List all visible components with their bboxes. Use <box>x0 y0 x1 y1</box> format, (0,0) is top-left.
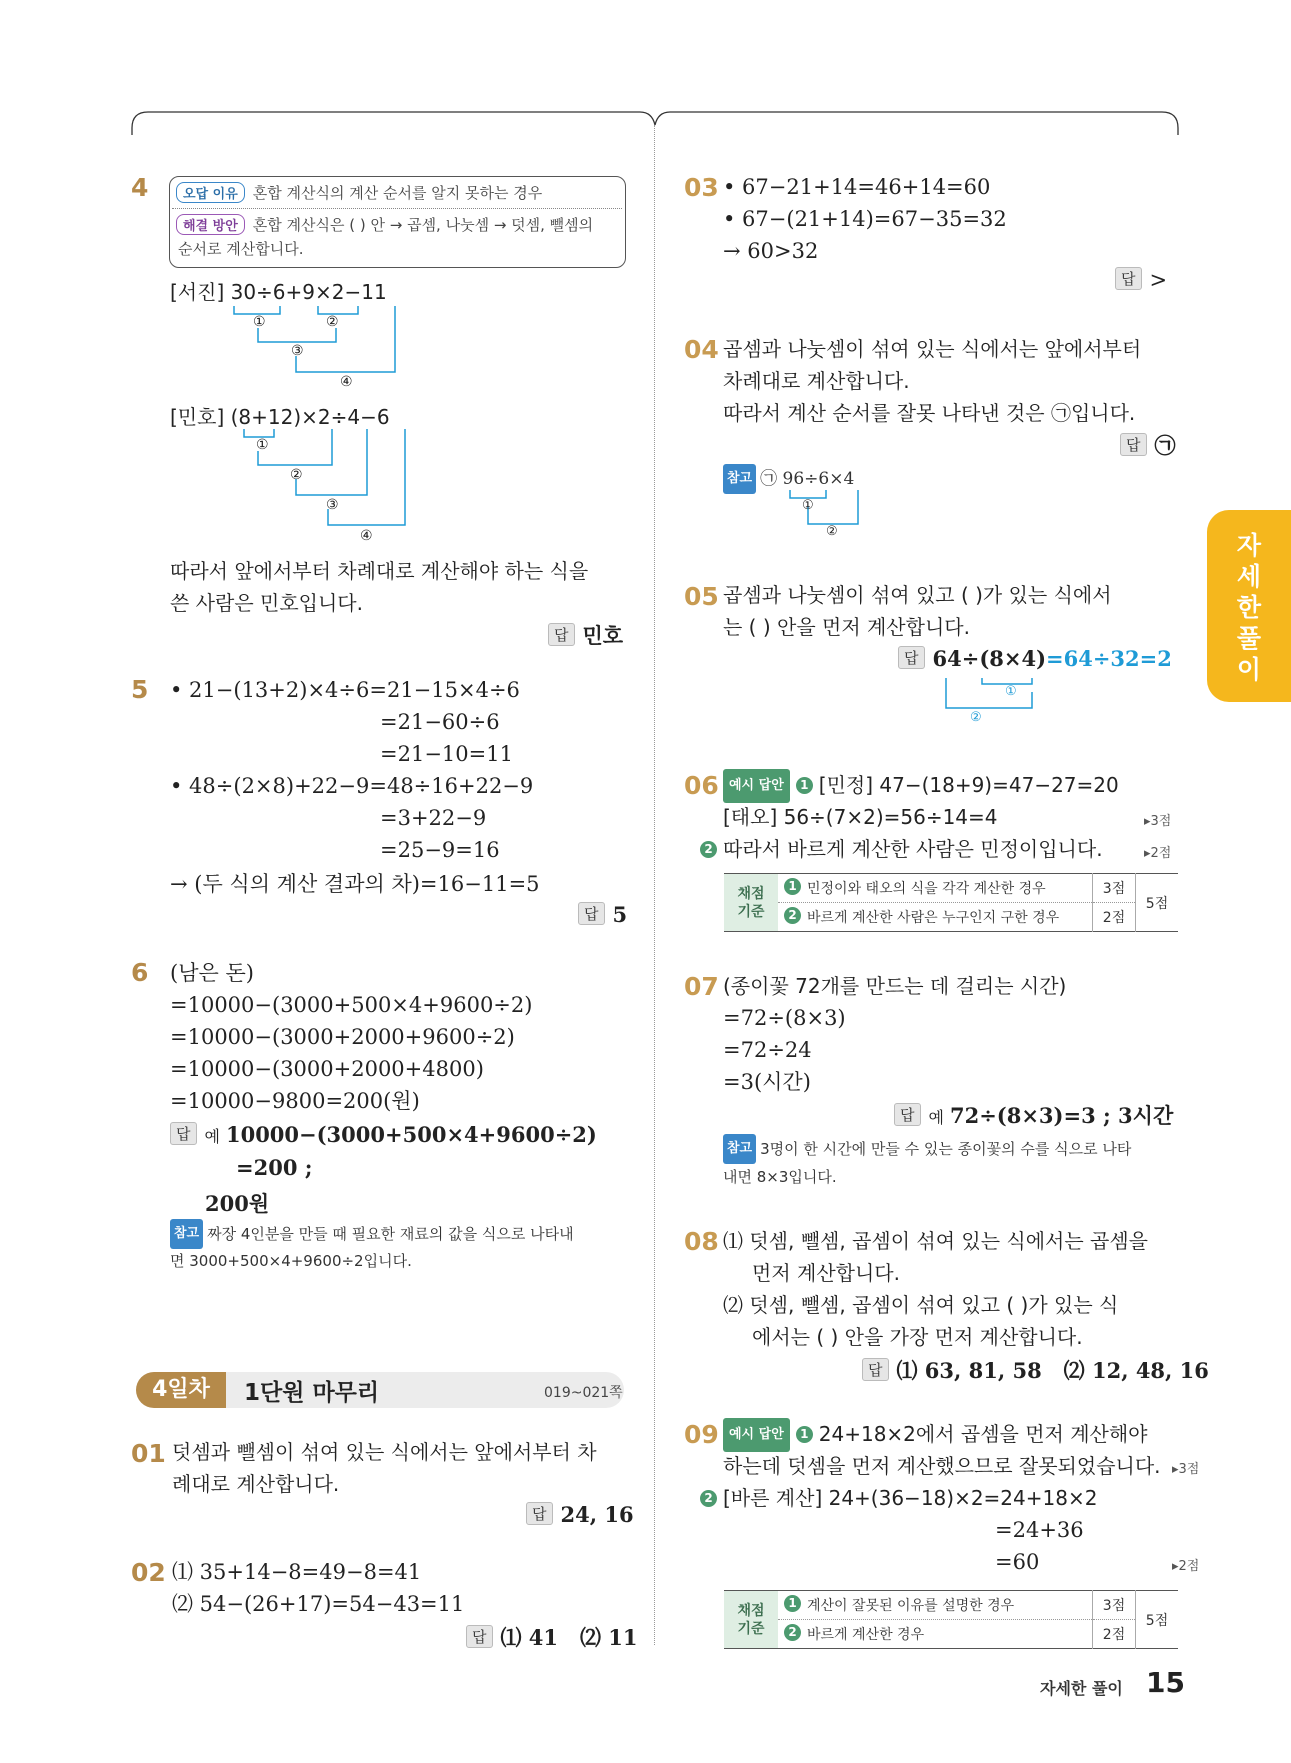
points-label: ▸2점 <box>1172 1559 1200 1574</box>
error-reason-text: 혼합 계산식의 계산 순서를 알지 못하는 경우 <box>252 184 543 202</box>
criteria-score: 2점 <box>1093 1620 1136 1649</box>
criteria-row: 2 바르게 계산한 사람은 누구인지 구한 경우 <box>778 903 1093 932</box>
answer-value: ⑴ 41 ⑵ 11 <box>500 1625 638 1650</box>
q07-line: (종이꽃 72개를 만드는 데 걸리는 시간) <box>723 974 1067 998</box>
q04-reference: 참고 ㉠ 96÷6×4 <box>723 464 854 494</box>
q09-line: =60 <box>995 1550 1040 1574</box>
q05-order-diagram <box>940 676 1060 716</box>
q08-answer <box>862 1355 1209 1385</box>
q6-answer <box>170 1122 597 1147</box>
q01-text: 례대로 계산합니다. <box>172 1472 340 1496</box>
criteria-row: 1 민정이와 태오의 식을 각각 계산한 경우 <box>778 874 1093 903</box>
total-score: 5점 <box>1136 1591 1179 1649</box>
q05-text: 는 ( ) 안을 먼저 계산합니다. <box>723 615 970 639</box>
page-number: 15 <box>1146 1666 1185 1699</box>
q03-line: • 67−21+14=46+14=60 <box>723 175 991 199</box>
minho-expression: [민호] (8+12)×2÷4−6 <box>170 405 390 429</box>
step-marker: ① <box>1005 684 1017 699</box>
q07-reference: 참고 3명이 한 시간에 만들 수 있는 종이꽃의 수를 식으로 나타 <box>723 1134 1131 1164</box>
error-divider <box>172 208 622 209</box>
step-circle: 2 <box>700 841 717 858</box>
criteria-row: 1 계산이 잘못된 이유를 설명한 경우 <box>778 1591 1093 1620</box>
question-number: 06 <box>684 771 719 800</box>
q6-answer-unit: 200원 <box>205 1191 270 1216</box>
q09-line: 예시 답안 1 24+18×2에서 곱셈을 먼저 계산해야 <box>723 1418 1148 1452</box>
q5-line: =3+22−9 <box>380 806 487 830</box>
q06-line: [태오] 56÷(7×2)=56÷14=4 <box>723 805 998 829</box>
q05-answer <box>898 646 1172 671</box>
answer-value: 10000−(3000+500×4+9600÷2) <box>225 1122 597 1147</box>
q6-line: =10000−(3000+500×4+9600÷2) <box>170 993 533 1017</box>
scoring-label: 채점 기준 <box>724 1591 778 1649</box>
step-circle: 2 <box>700 1490 717 1507</box>
criteria-score: 2점 <box>1093 903 1136 932</box>
q6-line: =10000−(3000+2000+4800) <box>170 1057 484 1081</box>
question-number: 07 <box>684 972 719 1001</box>
question-number: 4 <box>131 173 149 202</box>
answer-tag: 답 <box>1120 433 1147 456</box>
question-number: 01 <box>131 1439 166 1468</box>
q6-line: =10000−(3000+2000+9600÷2) <box>170 1025 515 1049</box>
step-marker: ④ <box>360 528 373 544</box>
answer-tag: 답 <box>548 623 575 646</box>
answer-value: 5 <box>612 902 628 927</box>
answer-tag: 답 <box>898 646 925 669</box>
answer-value: 민호 <box>582 624 624 648</box>
q08-line: 에서는 ( ) 안을 가장 먼저 계산합니다. <box>752 1325 1083 1349</box>
scoring-label: 채점 기준 <box>724 874 778 932</box>
question-number: 04 <box>684 335 719 364</box>
solution-text: 혼합 계산식은 ( ) 안 → 곱셈, 나눗셈 → 덧셈, 뺄셈의 <box>252 216 594 234</box>
q09-line: =24+36 <box>995 1518 1084 1542</box>
step-marker: ① <box>253 314 266 330</box>
answer-tag: 답 <box>1115 267 1142 290</box>
q04-answer <box>1120 430 1176 460</box>
points-label: ▸3점 <box>1172 1462 1200 1477</box>
error-reason-row <box>176 182 542 203</box>
q01-answer <box>526 1502 634 1527</box>
q02-line: ⑵ 54−(26+17)=54−43=11 <box>172 1592 465 1616</box>
reference-badge: 참고 <box>170 1219 203 1249</box>
seojin-expression: [서진] 30÷6+9×2−11 <box>170 280 387 304</box>
step-marker: ② <box>326 314 339 330</box>
criteria-score: 3점 <box>1093 874 1136 903</box>
seojin-order-diagram <box>220 300 420 400</box>
q4-explanation: 쓴 사람은 민호입니다. <box>170 591 363 615</box>
q5-line: =25−9=16 <box>380 838 500 862</box>
footer-label: 자세한 풀이 <box>1040 1679 1123 1698</box>
solution-row <box>176 214 593 235</box>
scoring-table <box>724 1590 1178 1649</box>
q03-line: • 67−(21+14)=67−35=32 <box>723 207 1007 231</box>
answer-tag: 답 <box>862 1358 889 1381</box>
q02-answer <box>466 1622 638 1652</box>
step-marker: ① <box>256 437 269 453</box>
q08-line: 먼저 계산합니다. <box>752 1261 900 1285</box>
q4-answer <box>548 620 623 650</box>
step-circle: 1 <box>784 878 801 895</box>
q07-line: =72÷(8×3) <box>723 1006 846 1030</box>
error-reason-badge: 오답 이유 <box>176 182 245 203</box>
answer-value: 24, 16 <box>560 1502 634 1527</box>
criteria-score: 3점 <box>1093 1591 1136 1620</box>
step-marker: ③ <box>326 497 339 513</box>
q6-answer-cont: =200 ; <box>236 1155 313 1180</box>
answer-tag: 답 <box>526 1502 553 1525</box>
q07-reference-cont: 내면 8×3입니다. <box>723 1168 837 1186</box>
step-marker: ② <box>970 710 982 725</box>
day-label: 4일차 <box>136 1372 226 1408</box>
q07-answer <box>894 1100 1173 1130</box>
q07-line: =72÷24 <box>723 1038 812 1062</box>
q6-line: (남은 돈) <box>170 961 254 985</box>
q6-reference-cont: 면 3000+500×4+9600÷2입니다. <box>170 1252 412 1270</box>
question-number: 03 <box>684 173 719 202</box>
q09-line: 하는데 덧셈을 먼저 계산했으므로 잘못되었습니다. <box>723 1454 1161 1478</box>
question-number: 5 <box>131 675 149 704</box>
q5-line: → (두 식의 계산 결과의 차)=16−11=5 <box>170 872 540 896</box>
answer-tag: 답 <box>170 1122 197 1145</box>
question-number: 02 <box>131 1558 166 1587</box>
q01-text: 덧셈과 뺄셈이 섞여 있는 식에서는 앞에서부터 차 <box>172 1440 597 1464</box>
question-number: 09 <box>684 1420 719 1449</box>
answer-value: 72÷(8×3)=3 ; 3시간 <box>949 1103 1174 1128</box>
example-answer-badge: 예시 답안 <box>723 769 790 803</box>
total-score: 5점 <box>1136 874 1179 932</box>
points-label: ▸3점 <box>1144 814 1172 829</box>
answer-tag: 답 <box>466 1625 493 1648</box>
reference-badge: 참고 <box>723 1134 756 1164</box>
q04-text: 차례대로 계산합니다. <box>723 369 910 393</box>
answer-value: ㉠ <box>1154 433 1176 458</box>
step-marker: ② <box>290 467 303 483</box>
step-circle: 1 <box>796 1426 813 1443</box>
step-circle: 2 <box>784 1624 801 1641</box>
solution-text-2: 순서로 계산합니다. <box>178 240 304 258</box>
answer-value: > <box>1149 268 1168 292</box>
step-marker: ③ <box>291 343 304 359</box>
answer-tag: 답 <box>894 1103 921 1126</box>
question-number: 6 <box>131 958 149 987</box>
q04-text: 따라서 계산 순서를 잘못 나타낸 것은 ㉠입니다. <box>723 401 1136 425</box>
q5-line: =21−60÷6 <box>380 710 500 734</box>
step-circle: 1 <box>784 1595 801 1612</box>
side-tab: 자 세 한 풀 이 <box>1207 510 1291 702</box>
q5-line: • 48÷(2×8)+22−9=48÷16+22−9 <box>170 774 534 798</box>
q5-line: =21−10=11 <box>380 742 513 766</box>
question-number: 08 <box>684 1227 719 1256</box>
scoring-table <box>724 873 1178 932</box>
answer-value: 64÷(8×4) <box>932 646 1047 671</box>
example-answer-badge: 예시 답안 <box>723 1418 790 1452</box>
example-mark: 예 <box>928 1108 944 1127</box>
q6-line: =10000−9800=200(원) <box>170 1089 420 1113</box>
answer-value-highlight: =64÷32=2 <box>1046 646 1172 671</box>
q04-text: 곱셈과 나눗셈이 섞여 있는 식에서는 앞에서부터 <box>723 337 1142 361</box>
page-top-frame <box>0 0 1291 140</box>
q03-line: → 60>32 <box>723 239 819 263</box>
criteria-row: 2 바르게 계산한 경우 <box>778 1620 1093 1649</box>
q5-answer <box>578 902 627 927</box>
q6-reference: 참고 짜장 4인분을 만들 때 필요한 재료의 값을 식으로 나타내 <box>170 1219 574 1249</box>
q06-line: 예시 답안 1 [민정] 47−(18+9)=47−27=20 <box>723 769 1119 803</box>
step-circle: 1 <box>796 777 813 794</box>
points-label: ▸2점 <box>1144 846 1172 861</box>
column-divider <box>654 125 655 1645</box>
step-marker: ① <box>802 498 814 513</box>
q03-answer <box>1115 267 1167 292</box>
step-marker: ② <box>826 524 838 539</box>
q09-line: 2 [바른 계산] 24+(36−18)×2=24+18×2 <box>700 1482 1097 1514</box>
example-mark: 예 <box>204 1127 220 1146</box>
answer-value: ⑴ 63, 81, 58 ⑵ 12, 48, 16 <box>896 1358 1209 1383</box>
q06-line: 2 따라서 바르게 계산한 사람은 민정이입니다. <box>700 833 1103 865</box>
section-pages: 019~021쪽 <box>544 1385 623 1401</box>
question-number: 05 <box>684 582 719 611</box>
answer-tag: 답 <box>578 902 605 925</box>
q05-text: 곱셈과 나눗셈이 섞여 있고 ( )가 있는 식에서 <box>723 583 1112 607</box>
q08-line: ⑵ 덧셈, 뺄셈, 곱셈이 섞여 있고 ( )가 있는 식 <box>723 1293 1119 1317</box>
q08-line: ⑴ 덧셈, 뺄셈, 곱셈이 섞여 있는 식에서는 곱셈을 <box>723 1229 1148 1253</box>
q4-explanation: 따라서 앞에서부터 차례대로 계산해야 하는 식을 <box>170 559 589 583</box>
q5-line: • 21−(13+2)×4÷6=21−15×4÷6 <box>170 678 520 702</box>
section-title: 1단원 마무리 <box>244 1380 380 1406</box>
q07-line: =3(시간) <box>723 1070 811 1094</box>
step-marker: ④ <box>340 374 353 390</box>
reference-badge: 참고 <box>723 464 756 494</box>
q02-line: ⑴ 35+14−8=49−8=41 <box>172 1560 422 1584</box>
step-circle: 2 <box>784 907 801 924</box>
solution-badge: 해결 방안 <box>176 214 245 235</box>
